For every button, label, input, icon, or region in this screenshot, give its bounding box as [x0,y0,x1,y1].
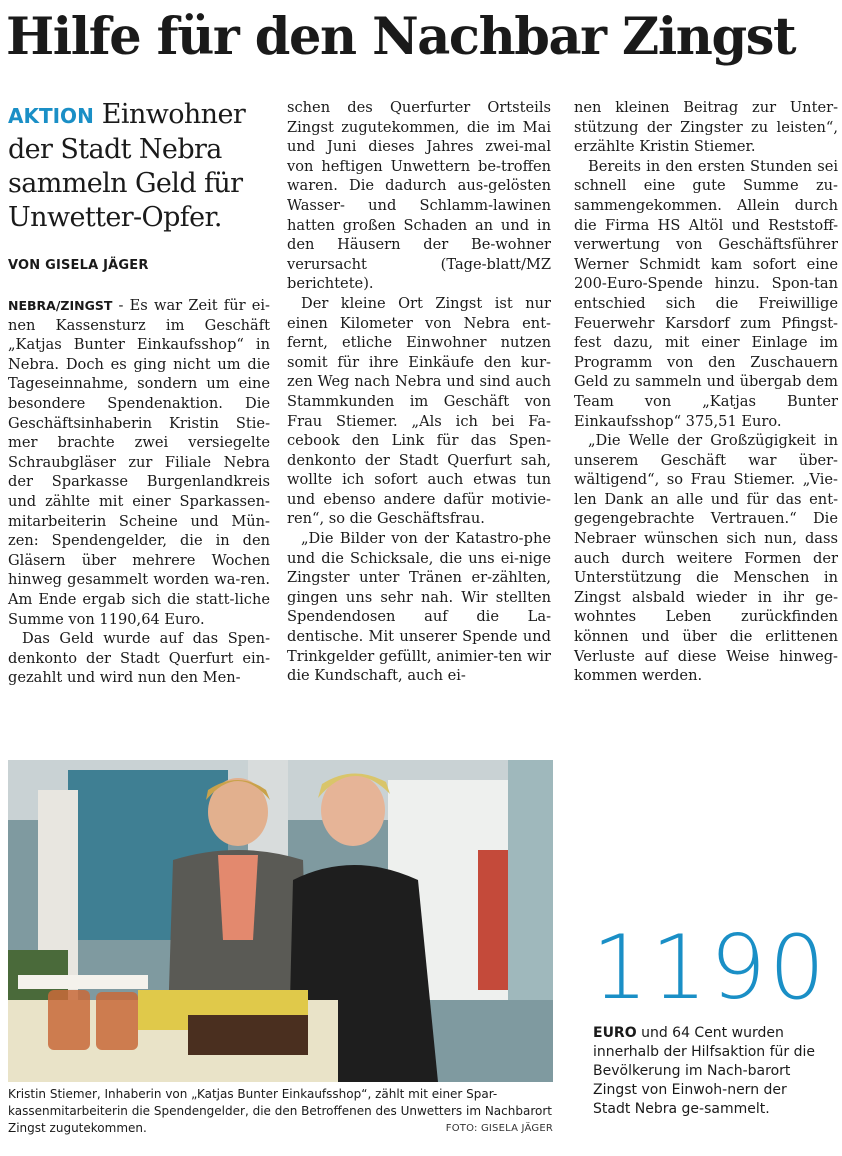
headline: Hilfe für den Nachbar Zingst [6,7,796,67]
paragraph-text: - Es war Zeit für ei-nen Kassensturz im Geschäft „Katjas Bunter Einkaufsshop“ in Nebra. Doch es ging nicht um die Tageseinnahme, sondern um eine besondere Spendenaktion. Die Geschäftsinhaberin Kristin Stie-mer brachte zwei versiegelte Schraubgläser zur Filiale Nebra der Sparkasse Burgenlandkreis und zählte mit einer Sparkassen-mitarbeiterin Scheine und Mün-zen: Spendengelder, die in den Gläsern über mehrere Wochen hinweg gesammelt worden wa-ren. Am Ende ergab sich die statt-liche Summe von 1190,64 Euro. [8,297,270,628]
caption-text: Kristin Stiemer, Inhaberin von „Katjas Bunter Einkaufsshop“, zählt mit einer Spar-kassenmitarbeiterin die Spendengelder, die den Betroffenen des Unwetters im Nachbarort Zingst zugutekommen. [8,1087,552,1135]
factbox-number: 1190 [592,916,828,1019]
article-paragraph: „Die Welle der Großzügigkeit in unserem Geschäft war über-wältigend“, so Frau Stiemer. „Vie-len Dank an alle und für das ent-gegengebrachte Vertrauen.“ Die Nebraer wünschen sich nun, dass auch durch weitere Formen der Unterstützung die Menschen in Zingst alsbald wieder in ihr ge-wohntes Leben zurückfinden können und über die erlittenen Verluste auf diese Weise hinweg-kommen werden. [574,432,838,685]
article-photo [8,760,553,1082]
article-paragraph: nen kleinen Beitrag zur Unter-stützung der Zingster zu leisten“, erzählte Kristin Stiemer. [574,99,838,156]
article-paragraph: Das Geld wurde auf das Spen-denkonto der Stadt Querfurt ein-gezahlt und wird nun den Men- [8,630,270,687]
article-column-3 [574,98,838,686]
dateline: NEBRA/ZINGST [8,298,113,313]
photo-caption [8,1086,553,1137]
article-paragraph: „Die Bilder von der Katastro-phe und die Schicksale, die uns ei-nige Zingster unter Tränen er-zählten, gingen uns sehr nah. Wir stellten Spendendosen auf die La-dentische. Mit unserer Spende und Trinkgelder gefüllt, animier-ten wir die Kundschaft, auch ei- [287,530,551,685]
teaser [8,98,270,235]
factbox-text [593,1024,823,1119]
factbox-description: und 64 Cent wurden innerhalb der Hilfsaktion für die Bevölkerung im Nach-barort Zingst von Einwoh-nern der Stadt Nebra ge-sammelt. [593,1025,816,1117]
photo-credit: FOTO: GISELA JÄGER [445,1123,553,1134]
article-column-1 [8,296,270,688]
article-column-2 [287,98,551,686]
photo-illustration [8,760,553,1082]
article-paragraph: Bereits in den ersten Stunden sei schnell eine gute Summe zu-sammengekommen. Allein durch die Firma HS Altöl und Reststoff-verwertung von Geschäftsführer Werner Schmidt kam sofort eine 200-Euro-Spende hinzu. Spon-tan entschied sich die Freiwillige Feuerwehr Karsdorf zum Pfingst-fest dazu, mit einer Einlage im Programm von den Zuschauern Geld zu sammeln und übergab dem Team von „Katjas Bunter Einkaufsshop“ 375,51 Euro. [574,157,838,430]
article-paragraph [8,296,270,629]
teaser-text: Einwohner der Stadt Nebra sammeln Geld für Unwetter-Opfer. [8,99,246,233]
byline: VON GISELA JÄGER [8,258,149,273]
factbox-unit: EURO [593,1025,637,1041]
article-paragraph: schen des Querfurter Ortsteils Zingst zugutekommen, die im Mai und Juni dieses Jahres zwei-mal von heftigen Unwettern be-troffen waren. Die dadurch aus-gelösten Wasser- und Schlamm-lawinen hatten großen Schaden an und in den Häusern der Be-wohner verursacht (Tage-blatt/MZ berichtete). [287,99,551,293]
teaser-kicker: AKTION [8,104,94,128]
article-paragraph: Der kleine Ort Zingst ist nur einen Kilometer von Nebra ent-fernt, etliche Einwohner nutzen somit für ihre Einkäufe den kur-zen Weg nach Nebra und sind auch Stammkunden im Geschäft von Frau Stiemer. „Als ich bei Fa-cebook den Link für das Spen-denkonto der Stadt Querfurt sah, wollte ich sofort auch etwas tun und ebenso andere dafür motivie-ren“, so die Geschäftsfrau. [287,294,551,528]
